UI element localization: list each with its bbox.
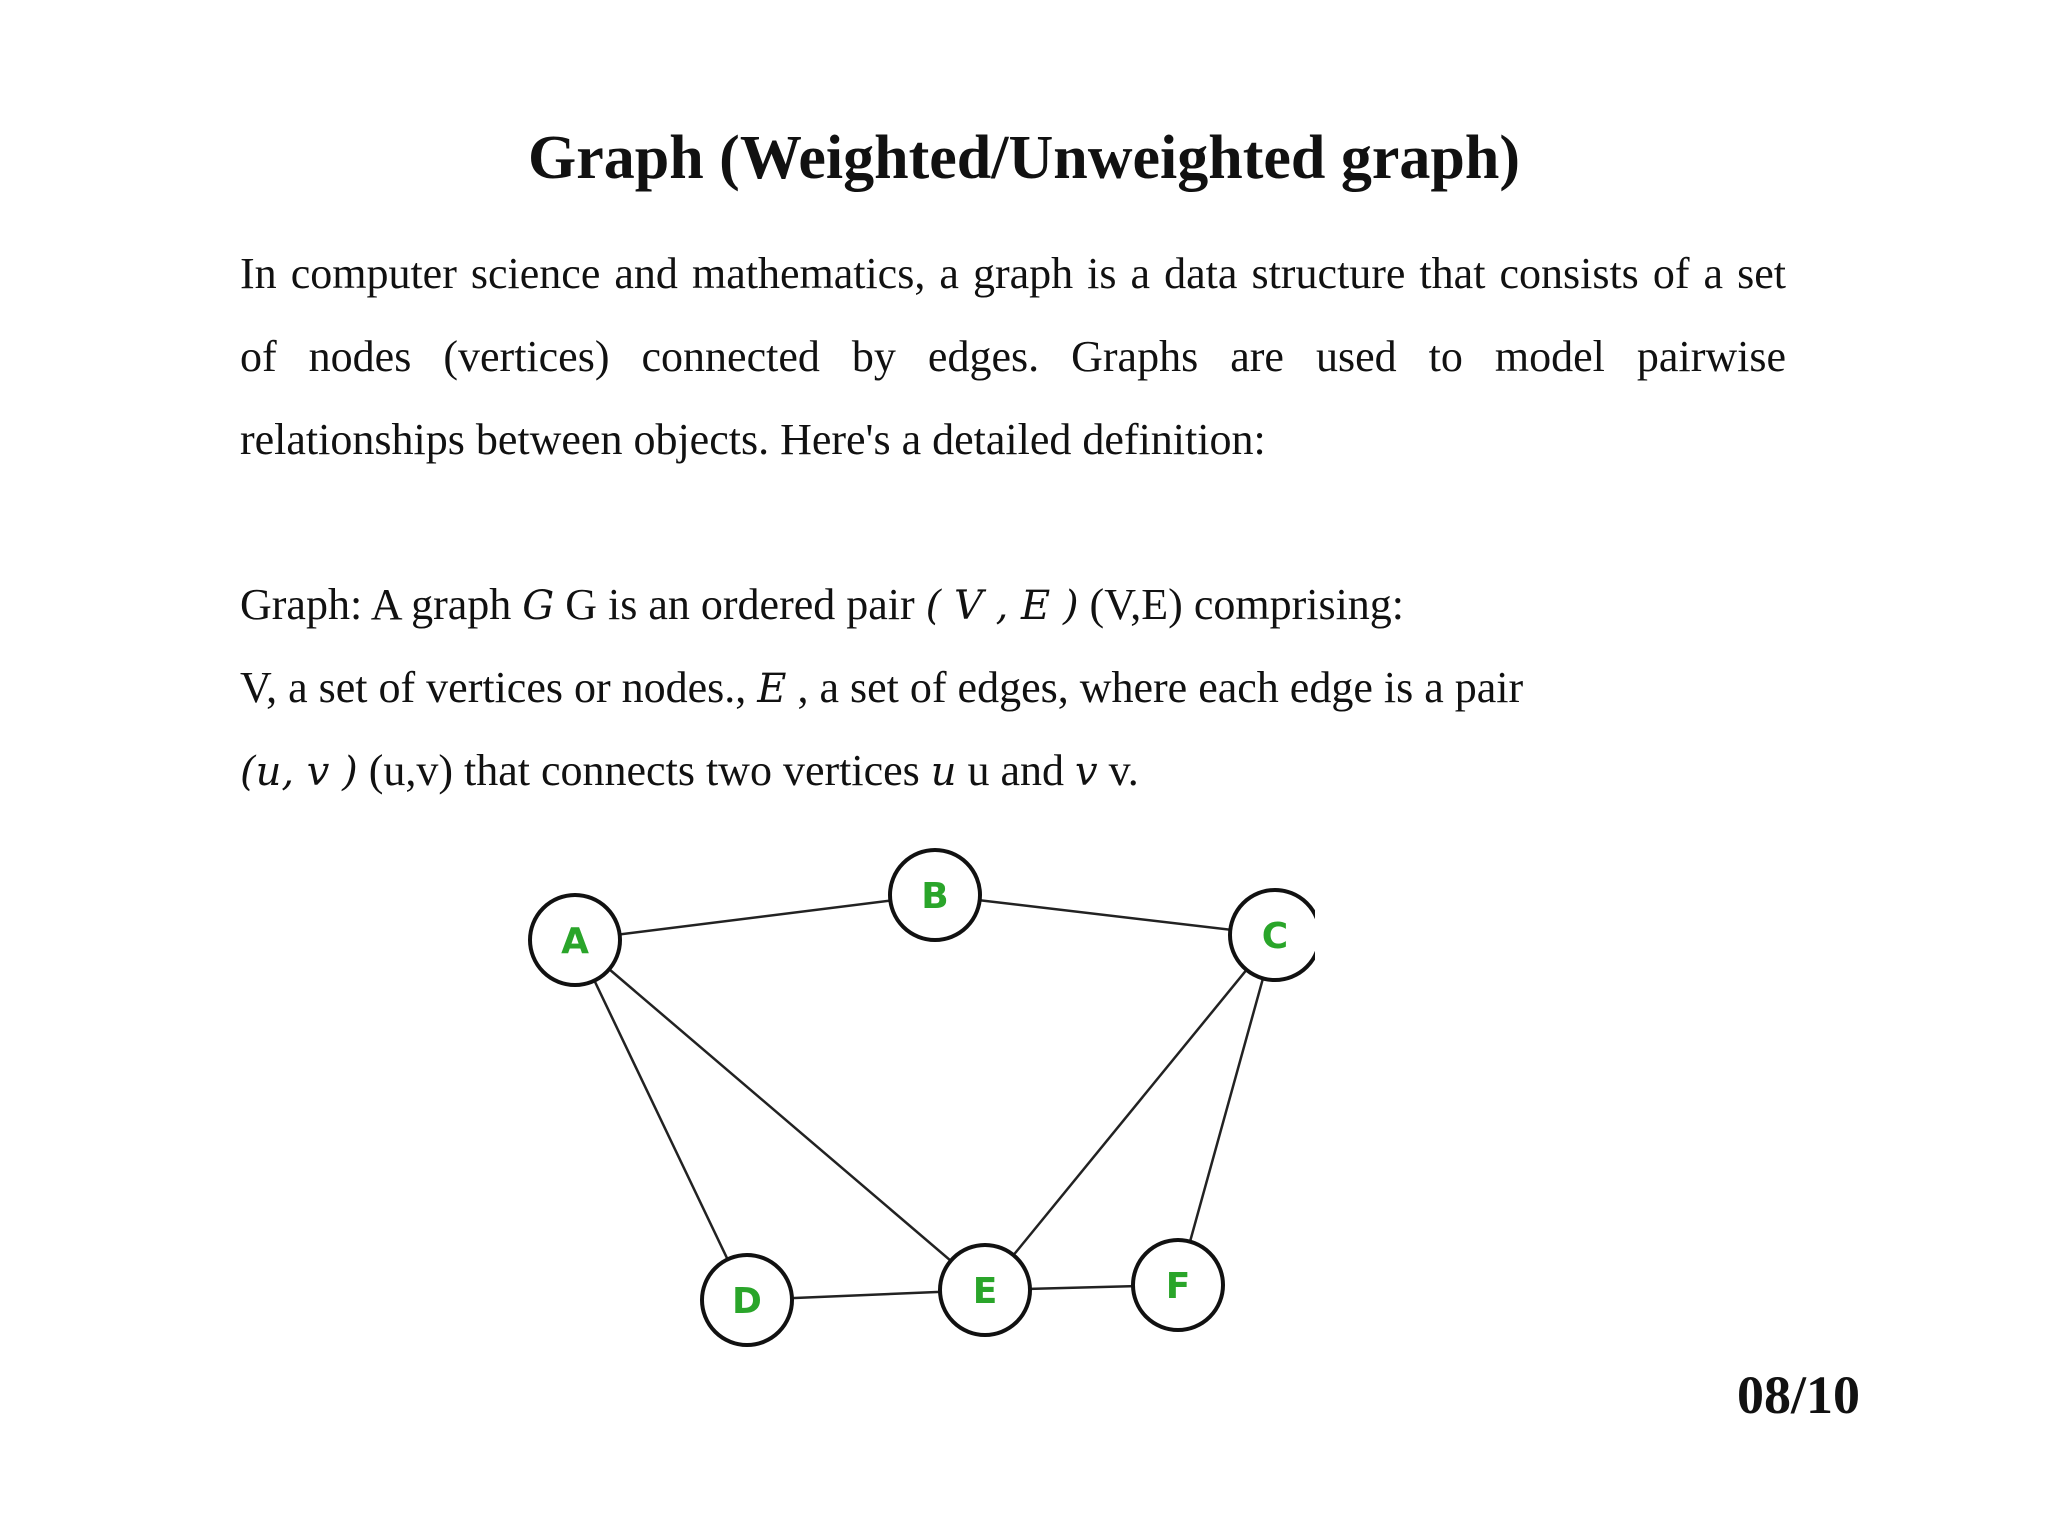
intro-paragraph: In computer science and mathematics, a graph is a data structure that consists of a set of nodes (vertices) connected by edges. Graphs are used to model pairwise relationships between objects. Here's a detailed definition: (240, 249, 1786, 464)
graph-diagram (515, 815, 1315, 1365)
definition-block (240, 563, 1800, 812)
graph-edge-a-e (575, 940, 985, 1290)
graph-node-label-b: B (921, 876, 949, 917)
graph-edge-c-f (1178, 935, 1275, 1285)
definition-text: V, a set of vertices or nodes., (240, 663, 758, 712)
math-symbol-e: E (757, 666, 787, 712)
graph-node-label-e: E (972, 1271, 998, 1312)
graph-node-label-f: F (1165, 1266, 1191, 1307)
graph-node-label-d: D (732, 1281, 762, 1322)
definition-text: u and (956, 746, 1076, 795)
math-symbol-v: v (1075, 749, 1098, 795)
graph-figure (515, 815, 1315, 1365)
graph-edge-c-e (985, 935, 1275, 1290)
definition-text: v. (1097, 746, 1139, 795)
definition-text: , a set of edges, where each edge is a pair (786, 663, 1524, 712)
math-pair-uv: (u, v ) (240, 749, 358, 795)
page-number: 08/10 (1736, 1365, 1860, 1425)
graph-node-label-a: A (561, 921, 589, 962)
definition-text: Graph: A graph (240, 580, 523, 629)
graph-edge-b-c (935, 895, 1275, 935)
math-symbol-g: G (522, 583, 555, 629)
math-pair-ve: ( V , E ) (925, 583, 1079, 629)
definition-text: (V,E) comprising: (1078, 580, 1405, 629)
definition-line-1 (240, 563, 1800, 646)
definition-text: G is an ordered pair (554, 580, 926, 629)
slide-title: Graph (Weighted/Unweighted graph) (527, 124, 1521, 192)
graph-node-label-c: C (1261, 916, 1289, 957)
math-symbol-u: u (930, 749, 957, 795)
definition-line-2 (240, 646, 1800, 729)
graph-edge-a-b (575, 895, 935, 940)
definition-line-3 (240, 729, 1800, 812)
graph-edge-a-d (575, 940, 747, 1300)
definition-text: (u,v) that connects two vertices (357, 746, 931, 795)
